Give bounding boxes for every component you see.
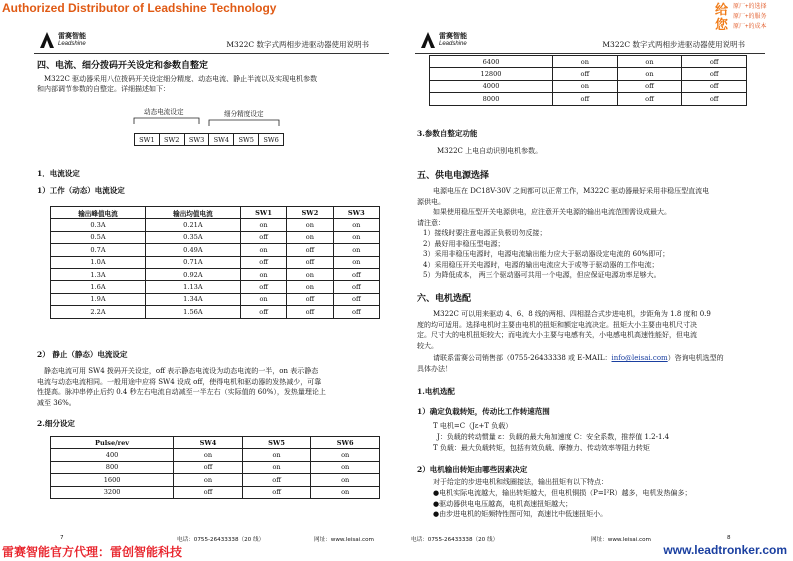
table-cell: 400 [51,449,174,461]
stamp-line: 原厂+的成本 [733,24,767,30]
table-cell: 800 [51,461,174,473]
microstep-table-continued [429,55,747,106]
table-row [430,56,747,68]
curve-point: ●驱动器供电电压越高，电机高速扭矩越大； [433,499,573,508]
table-row [51,244,380,256]
table-row [51,268,380,280]
current-setting-title: 1．电流设定 [37,169,80,178]
contact-prefix: 请联系雷赛公司销售部（0755-26433338 或 E-MAIL： [433,354,612,362]
motor-text-line: 定。尺寸大的电机扭矩较大；而电流大小主要与电感有关，小电感电机高速性能好，但电流 [417,331,697,339]
table-row [51,449,380,461]
table-cell: off [242,486,311,498]
table-cell: 0.92A [145,268,240,280]
footer-web: 网址：www.leisai.com [314,537,374,543]
table-cell: off [174,486,243,498]
table-cell: off [682,68,747,80]
switch-cell: SW5 [234,134,259,146]
table-cell: off [287,244,333,256]
intro-line: M322C 驱动器采用八位拨码开关设定细分精度、动态电流、静止半流以及实现电机参数 [44,75,318,83]
formula-note: J：负载的转动惯量 ε：负载的最大角加速度 C：安全系数，推荐值 1.2-1.4 [437,433,670,441]
table-cell: 1.9A [51,293,146,305]
power-note: 1）接线时要注意电源正负极切勿反接； [423,229,547,237]
curve-point: ●电机实际电流越大，输出转矩越大，但电机铜损（P=I²R）越多，电机发热偏多； [433,489,692,497]
table-cell: on [240,219,286,231]
table-cell: 0.35A [145,231,240,243]
power-text-line: 源供电。 [417,197,445,206]
logo-text-cn: 雷赛智能 [58,33,86,40]
table-cell: off [240,256,286,268]
table-cell: off [553,68,618,80]
distributor-banner: Authorized Distributor of Leadshine Technology [2,1,277,15]
power-note: 2）最好用非稳压型电源； [423,239,505,248]
page-number: 7 [60,535,64,541]
switch-cell: SW2 [159,134,184,146]
table-cell: 12800 [430,68,553,80]
table-cell: on [174,474,243,486]
table-cell: 4000 [430,80,553,92]
table-cell: on [333,231,379,243]
table-cell: on [240,268,286,280]
curve-text: 对于给定的步进电机和线圈接法，输出扭矩有以下特点： [433,478,608,486]
table-cell: 1.0A [51,256,146,268]
table-cell: on [287,281,333,293]
table-row [51,474,380,486]
table-cell: off [333,281,379,293]
static-text-line: 减至 36%。 [37,398,76,407]
table-cell: off [617,80,682,92]
curve-title: 2）电机输出转矩由哪些因素决定 [417,465,528,474]
table-row [51,306,380,318]
switch-cell: SW6 [259,134,284,146]
static-text-line: 电流与动态电流相同。一般用途中应将 SW4 设成 off，使得电机和驱动器的发热减少，可靠 [37,377,322,386]
autotune-title: 3.参数自整定功能 [417,129,478,138]
table-row [430,80,747,92]
stamp-line: 原厂+的服务 [733,14,767,20]
page-header [415,28,765,54]
table-cell: on [242,461,311,473]
table-cell: 1.6A [51,281,146,293]
curve-point: ●由步进电机的矩频特性图可知，高速比中低速扭矩小。 [433,510,608,518]
power-note: 4）采用稳压开关电源时，电源的输出电流应大于或等于驱动器的工作电流； [423,260,659,269]
table-row [51,461,380,473]
motor-selection-title: 1.电机选配 [417,387,455,396]
section-4-title: 四、电流、细分拨码开关设定和参数自整定 [37,61,209,71]
logo-text-en: Leadshine [58,41,86,47]
sw-group-microstep-label: 细分精度设定 [224,110,264,118]
motor-text-line: 较大。 [417,341,438,350]
manual-title: M322C 数字式两相步进驱动器使用说明书 [602,40,745,49]
table-cell: off [333,268,379,280]
table-cell: 0.7A [51,244,146,256]
table-header: SW4 [174,437,243,449]
table-cell: 1.13A [145,281,240,293]
table-header: SW3 [333,207,379,219]
table-cell: 2.2A [51,306,146,318]
table-header: 输出均值电流 [145,207,240,219]
table-cell: on [174,449,243,461]
table-cell: on [311,486,380,498]
logo-mark-icon [38,30,56,50]
motor-text-line: M322C 可以用来驱动 4、6、8 线的两相、四相混合式步进电机，步距角为 1.8 度和 0.9 [433,310,711,318]
table-row [51,231,380,243]
table-cell: on [553,80,618,92]
table-cell: on [617,68,682,80]
table-cell: 0.71A [145,256,240,268]
table-cell: on [287,268,333,280]
torque-title: 1）确定负载转矩，传动比工作转速范围 [417,407,550,416]
website-link[interactable]: www.leadtronker.com [663,543,787,557]
contact-line-2: 具体办法！ [417,364,452,373]
table-row [430,93,747,105]
microstep-table [50,436,380,499]
torque-formula: T 电机=C（Jε+T 负载） [433,422,513,430]
static-text-line: 性提高。脉冲串停止后约 0.4 秒左右电流自动减至一半左右（实际值的 60%），发热量理论上 [37,388,326,396]
table-row [430,68,747,80]
table-cell: off [287,306,333,318]
table-cell: on [287,219,333,231]
table-cell: 6400 [430,56,553,68]
table-cell: 3200 [51,486,174,498]
table-cell: off [553,93,618,105]
table-cell: on [333,256,379,268]
table-cell: off [333,293,379,305]
stamp-line: 原厂+的选择 [733,4,767,10]
table-cell: 8000 [430,93,553,105]
leadshine-logo [419,30,489,52]
motor-text-line: 度的均可适用。选择电机时主要由电机的扭矩和额定电流决定。扭矩大小主要由电机尺寸决 [417,320,697,329]
intro-line: 和内部调节参数的自整定。详细描述如下： [37,85,170,93]
table-header: Pulse/rev [51,437,174,449]
table-header: SW1 [240,207,286,219]
table-cell: off [287,256,333,268]
table-cell: on [333,244,379,256]
table-cell: on [311,461,380,473]
table-cell: 1.3A [51,268,146,280]
static-text-line: 静态电流可用 SW4 拨码开关设定，off 表示静态电流设为动态电流的一半，on 表示静态 [44,367,319,375]
table-cell: off [617,93,682,105]
table-cell: 0.3A [51,219,146,231]
table-row [51,293,380,305]
logo-text-en: Leadshine [439,41,467,47]
table-cell: off [287,293,333,305]
switch-cell: SW1 [135,134,160,146]
current-table [50,206,380,319]
page-7 [34,28,389,543]
table-cell: on [240,293,286,305]
power-text-line: 电源电压在 DC18V-30V 之间都可以正常工作，M322C 驱动器最好采用非稳压型直流电 [433,187,710,195]
power-text-line: 请注意： [417,218,445,227]
table-cell: off [240,281,286,293]
table-cell: 1.34A [145,293,240,305]
table-row [51,281,380,293]
section-6-title: 六、电机选配 [417,294,472,304]
microstep-title: 2.细分设定 [37,419,75,428]
table-cell: off [240,231,286,243]
page-header [34,28,389,54]
stamp-chars: 给您 [715,2,729,32]
table-cell: off [174,461,243,473]
table-header: 输出峰值电流 [51,207,146,219]
agent-banner: 雷赛智能官方代理：雷创智能科技 [2,545,183,559]
table-header: SW5 [242,437,311,449]
table-cell: off [240,306,286,318]
table-cell: 1.56A [145,306,240,318]
page-8 [411,28,765,543]
table-cell: 0.49A [145,244,240,256]
footer-phone: 电话：0755-26433338（20 线） [177,537,265,543]
switch-cell: SW4 [209,134,234,146]
contact-line [433,353,724,364]
table-cell: on [240,244,286,256]
table-cell: on [311,474,380,486]
table-header: SW2 [287,207,333,219]
section-5-title: 五、供电电源选择 [417,171,490,181]
table-cell: off [333,306,379,318]
table-cell: on [617,56,682,68]
manual-title: M322C 数字式两相步进驱动器使用说明书 [226,40,369,49]
power-note: 5）为降低成本， 两三个驱动器可共用一个电源，但应保证电源功率足够大。 [423,271,661,279]
static-current-title: 2） 静止（静态）电流设定 [37,350,128,359]
power-note: 3）采用非稳压电源时，电源电流输出能力应大于驱动器设定电流的 60%即可； [423,250,670,258]
table-cell: 0.5A [51,231,146,243]
table-cell: off [682,93,747,105]
dynamic-current-title: 1）工作（动态）电流设定 [37,186,125,195]
table-cell: 0.21A [145,219,240,231]
formula-note: T 负载：最大负载转矩，包括有效负载、摩擦力、传动效率等阻力转矩 [433,444,650,452]
footer-phone: 电话：0755-26433338（20 线） [411,537,499,543]
logo-text-cn: 雷赛智能 [439,33,467,40]
table-cell: on [311,449,380,461]
table-cell: on [333,219,379,231]
logo-mark-icon [419,30,437,50]
autotune-text: M322C 上电自动识别电机参数。 [437,147,543,155]
switch-cell: SW3 [184,134,209,146]
table-header: SW6 [311,437,380,449]
table-cell: off [682,80,747,92]
footer-web: 网址：www.leisai.com [591,537,651,543]
power-text-line: 如果使用稳压型开关电源供电，应注意开关电源的输出电流范围需设成最大。 [433,208,671,216]
sw-group-current-label: 动态电流设定 [144,108,184,116]
contact-suffix: ）咨询电机选型的 [667,354,724,362]
switch-diagram [134,133,284,146]
table-cell: 1600 [51,474,174,486]
table-row [51,219,380,231]
table-row [51,486,380,498]
contact-email-link[interactable]: info@leisai.com [611,354,668,362]
table-cell: off [242,474,311,486]
page-number: 8 [727,535,731,541]
leadshine-logo [38,30,108,52]
table-cell: off [682,56,747,68]
table-row [51,256,380,268]
table-cell: on [242,449,311,461]
table-cell: on [287,231,333,243]
table-cell: on [553,56,618,68]
